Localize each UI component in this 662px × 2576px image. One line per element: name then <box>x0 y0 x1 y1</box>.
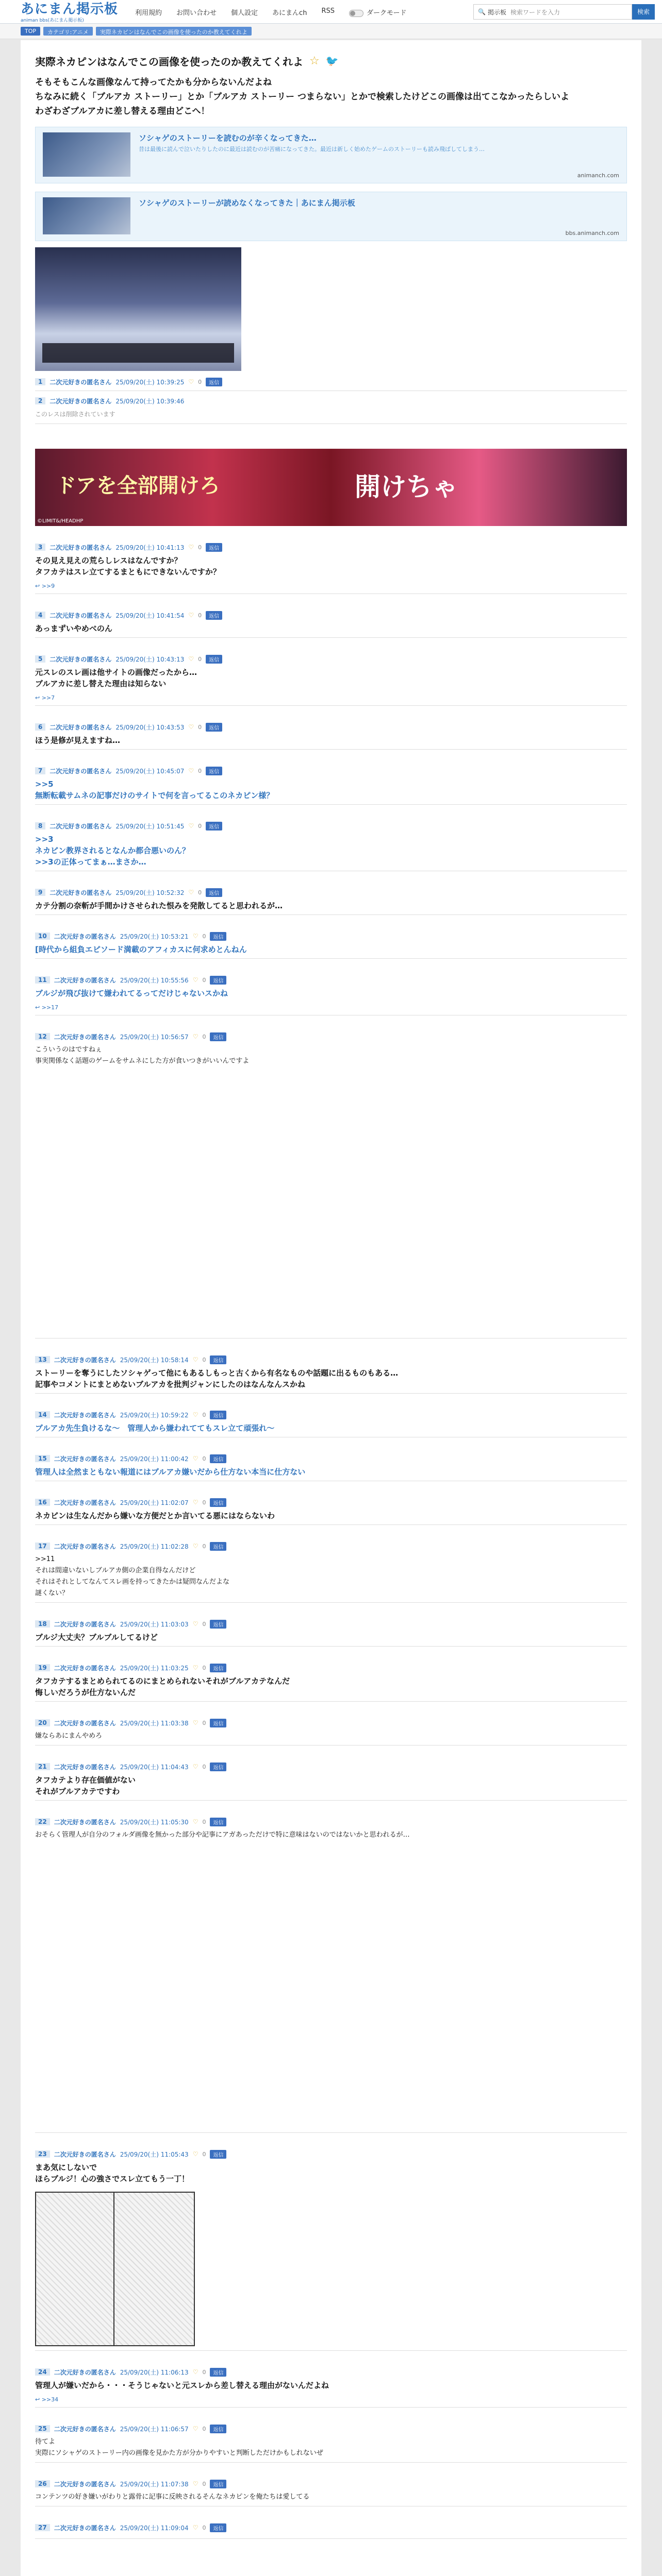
reply-button[interactable]: 返信 <box>210 1719 226 1727</box>
post-author: 二次元好きの匿名さん <box>49 822 112 830</box>
reply-button[interactable]: 返信 <box>210 1818 226 1826</box>
link-card-title[interactable]: ソシャゲのストーリーが読めなくなってきた｜あにまん掲示板 <box>139 198 355 208</box>
post-date: 25/09/20(土) 10:55:56 <box>120 976 189 984</box>
post-author: 二次元好きの匿名さん <box>49 655 112 663</box>
post-date: 25/09/20(土) 10:59:22 <box>120 1411 189 1419</box>
good-icon[interactable]: ♡ <box>192 1033 198 1040</box>
good-count: 0 <box>198 767 202 774</box>
post-date: 25/09/20(土) 11:02:07 <box>120 1499 189 1506</box>
reply-button[interactable]: 返信 <box>210 2425 226 2433</box>
post-number[interactable]: 22 <box>35 1818 50 1825</box>
post-body: その見え見えの荒らしレスはなんですか？ タフカテはスレ立てするまともにできないんですか？ <box>35 556 221 577</box>
post-body: 管理人は全然まともない報道にはブルアカ嫌いだから仕方ない本当に仕方ない <box>35 1467 306 1477</box>
post-number[interactable]: 1 <box>35 378 45 385</box>
post-author: 二次元好きの匿名さん <box>54 2150 116 2158</box>
post-date: 25/09/20(土) 10:53:21 <box>120 933 189 940</box>
twitter-share-icon[interactable]: 🐦 <box>325 55 339 67</box>
good-icon[interactable]: ♡ <box>192 933 198 940</box>
post <box>35 1717 627 1745</box>
post <box>35 930 627 959</box>
good-count: 0 <box>202 1411 206 1418</box>
post <box>35 1540 627 1603</box>
good-count: 0 <box>202 1818 206 1825</box>
search-box[interactable] <box>473 4 632 20</box>
good-icon[interactable]: ♡ <box>192 1719 198 1726</box>
post-number[interactable]: 10 <box>35 933 50 940</box>
ad-tag: ©LIMIT&/HEADHP <box>37 518 84 524</box>
good-icon[interactable]: ♡ <box>188 723 194 731</box>
reply-button[interactable]: 返信 <box>210 1762 226 1771</box>
post <box>35 1031 627 1338</box>
good-icon[interactable]: ♡ <box>192 2368 198 2376</box>
post <box>35 2478 627 2506</box>
post-author: 二次元好きの匿名さん <box>54 1033 116 1041</box>
favorite-star-icon[interactable]: ☆ <box>309 54 320 67</box>
post-number[interactable]: 4 <box>35 612 45 619</box>
post <box>35 395 627 424</box>
reply-button[interactable]: 返信 <box>206 611 222 620</box>
post-date: 25/09/20(土) 11:03:25 <box>120 1664 189 1672</box>
good-count: 0 <box>202 976 206 984</box>
post-image[interactable] <box>35 2192 195 2346</box>
search-icon: 🔍 <box>478 8 486 15</box>
post-author: 二次元好きの匿名さん <box>54 1620 116 1628</box>
link-card[interactable] <box>35 192 627 241</box>
toggle-switch-icon[interactable] <box>349 10 363 17</box>
breadcrumb-category[interactable]: カテゴリ:アニメ <box>43 27 93 36</box>
post-number[interactable]: 7 <box>35 767 45 774</box>
reply-link[interactable]: ↩ >>17 <box>35 1004 59 1011</box>
post-body: ほう是修が見えますね… <box>35 736 121 745</box>
good-count: 0 <box>198 378 202 385</box>
post-date: 25/09/20(土) 11:05:43 <box>120 2150 189 2158</box>
post-author: 二次元好きの匿名さん <box>49 544 112 551</box>
nav-rss[interactable]: RSS <box>321 7 335 15</box>
search-scope[interactable]: 掲示板 <box>487 8 506 16</box>
link-card-source: bbs.animanch.com <box>565 230 619 236</box>
good-icon[interactable]: ♡ <box>188 889 194 896</box>
reply-button[interactable]: 返信 <box>206 378 222 386</box>
post-number[interactable]: 24 <box>35 2368 50 2376</box>
reply-link[interactable]: ↩ >>9 <box>35 583 55 589</box>
dialog-box <box>42 343 234 363</box>
post-author: 二次元好きの匿名さん <box>54 1719 116 1727</box>
search-input[interactable]: 検索ワードを入力 <box>510 8 560 16</box>
post-body: コンテンツの好き嫌いがわりと露骨に記事に反映されるそんなネカピンを俺たちは愛してる <box>35 2493 310 2501</box>
link-card-thumbnail <box>43 132 130 177</box>
ad-banner[interactable] <box>35 449 627 526</box>
post-number[interactable]: 21 <box>35 1763 50 1770</box>
good-icon[interactable]: ♡ <box>188 655 194 663</box>
top-nav <box>135 7 406 17</box>
reply-button[interactable]: 返信 <box>210 932 226 941</box>
reply-button[interactable]: 返信 <box>206 543 222 552</box>
post-author: 二次元好きの匿名さん <box>54 2425 116 2433</box>
post <box>35 1497 627 1525</box>
good-count: 0 <box>202 2150 206 2158</box>
nav-settings[interactable]: 個人設定 <box>231 9 258 17</box>
post-number[interactable]: 16 <box>35 1499 50 1506</box>
reply-button[interactable]: 返信 <box>210 2150 226 2159</box>
post-date: 25/09/20(土) 11:03:38 <box>120 1719 189 1727</box>
thread-title: 実際ネカピンはなんでこの画像を使ったのか教えてくれよ <box>35 55 303 68</box>
post-date: 25/09/20(土) 10:45:07 <box>115 767 185 775</box>
link-card-source: animanch.com <box>577 172 619 179</box>
post-body: ネカピンは生なんだから嫌いな方便だとか言いてる悪にはならないわ <box>35 1511 275 1520</box>
thread-image[interactable] <box>35 247 241 371</box>
good-icon[interactable]: ♡ <box>192 2480 198 2487</box>
post <box>35 820 627 871</box>
post-author: 二次元好きの匿名さん <box>54 1411 116 1419</box>
link-card-desc: 昔は最後に読んで泣いたりしたのに最近は読むのが苦痛になってきた。最近は新しく始めたゲームのストーリーも読み飛ばしてしまう… <box>139 146 485 152</box>
post-body: 元スレのスレ画は他サイトの画像だったから… ブルアカに差し替えた理由は知らない <box>35 668 197 688</box>
good-count: 0 <box>202 2368 206 2376</box>
good-count: 0 <box>202 1356 206 1363</box>
post-date: 25/09/20(土) 10:39:46 <box>115 397 185 405</box>
post-author: 二次元好きの匿名さん <box>49 397 112 405</box>
post-date: 25/09/20(土) 11:06:13 <box>120 2368 189 2376</box>
post-body: こういうのはですねぇ 事実関係なく話題のゲームをサムネにした方が食いつきがいいんですよ <box>35 1046 250 1065</box>
post-author: 二次元好きの匿名さん <box>54 2480 116 2488</box>
post-date: 25/09/20(土) 10:43:13 <box>115 655 185 663</box>
post-number[interactable]: 12 <box>35 1033 50 1040</box>
site-logo[interactable]: あにまん掲示板 animan bbs(あにまん掲示板) <box>21 2 119 23</box>
post <box>35 2366 627 2408</box>
post <box>35 376 627 391</box>
post-date: 25/09/20(土) 10:39:25 <box>115 378 185 386</box>
good-count: 0 <box>202 1543 206 1550</box>
post <box>35 2423 627 2463</box>
good-icon[interactable]: ♡ <box>192 1620 198 1628</box>
post-date: 25/09/20(土) 11:07:38 <box>120 2480 189 2488</box>
good-icon[interactable]: ♡ <box>192 1664 198 1671</box>
post-number[interactable]: 25 <box>35 2425 50 2432</box>
post-number[interactable]: 5 <box>35 655 45 663</box>
breadcrumb-thread[interactable]: 実際ネカピンはなんでこの画像を使ったのか教えてくれよ <box>96 27 252 36</box>
good-count: 0 <box>198 655 202 663</box>
dark-mode-toggle[interactable]: ダークモード <box>349 7 406 17</box>
post-body: ブルジ大丈夫？ブルブルしてるけど <box>35 1633 158 1642</box>
post-number[interactable]: 2 <box>35 397 45 404</box>
post-number[interactable]: 9 <box>35 889 45 896</box>
post <box>35 721 627 750</box>
post-number[interactable]: 27 <box>35 2524 50 2531</box>
post-number[interactable]: 6 <box>35 723 45 731</box>
blank-space <box>35 1844 627 2132</box>
good-icon[interactable]: ♡ <box>188 822 194 829</box>
post <box>35 653 627 706</box>
good-count: 0 <box>202 1499 206 1506</box>
post-author: 二次元好きの匿名さん <box>54 976 116 984</box>
post-date: 25/09/20(土) 10:52:32 <box>115 889 185 896</box>
post-body: 待てよ 実際にソシャゲのストーリー内の画像を見かた方が分かりやすいと判断しただけかもしれないぜ <box>35 2438 323 2457</box>
good-count: 0 <box>202 933 206 940</box>
reply-link[interactable]: ↩ >>7 <box>35 694 55 701</box>
post <box>35 2522 627 2539</box>
reply-button[interactable]: 返信 <box>210 2523 226 2532</box>
post-date: 25/09/20(土) 11:00:42 <box>120 1455 189 1463</box>
post <box>35 1662 627 1702</box>
post-date: 25/09/20(土) 11:09:04 <box>120 2524 189 2532</box>
link-card-thumbnail <box>43 197 130 234</box>
post-author: 二次元好きの匿名さん <box>49 889 112 896</box>
link-card-title[interactable]: ソシャゲのストーリーを読むのが辛くなってきた… <box>139 133 317 143</box>
reply-button[interactable]: 返信 <box>206 723 222 732</box>
post-date: 25/09/20(土) 10:41:13 <box>115 544 185 551</box>
post-author: 二次元好きの匿名さん <box>54 1455 116 1463</box>
post-number[interactable]: 14 <box>35 1411 50 1418</box>
post-author: 二次元好きの匿名さん <box>54 1664 116 1672</box>
post-body: 嫌ならあにまんやめろ <box>35 1732 103 1740</box>
post-date: 25/09/20(土) 10:58:14 <box>120 1356 189 1364</box>
post <box>35 887 627 915</box>
good-count: 0 <box>202 2524 206 2531</box>
breadcrumb <box>0 24 662 39</box>
post-date: 25/09/20(土) 10:43:53 <box>115 723 185 731</box>
breadcrumb-top[interactable]: TOP <box>21 27 40 36</box>
reply-link[interactable]: ↩ >>34 <box>35 2396 59 2403</box>
post <box>35 765 627 805</box>
post-body: あっまずいやめべのん <box>35 624 112 633</box>
reply-button[interactable]: 返信 <box>210 1664 226 1672</box>
blank-space <box>35 1070 627 1338</box>
site-header <box>0 0 662 24</box>
thread-container <box>21 40 641 2576</box>
post-date: 25/09/20(土) 10:56:57 <box>120 1033 189 1041</box>
post-number[interactable]: 8 <box>35 822 45 829</box>
post-body: まあ気にしないで ほらブルジ！心の強さでスレ立てもう一丁！ <box>35 2163 190 2183</box>
post-number[interactable]: 15 <box>35 1455 50 1462</box>
reply-button[interactable]: 返信 <box>210 1032 226 1041</box>
post-author: 二次元好きの匿名さん <box>49 612 112 619</box>
post-author: 二次元好きの匿名さん <box>54 2524 116 2532</box>
thread-intro: そもそもこんな画像なんて持ってたかも分からないんだよね ちなみに続く「ブルアカ ストーリー」とか「ブルアカ ストーリー つまらない」とかで検索したけどこの画像は出てこなかったらしいよ わざわざブルアカに差し替える理由どこへ！ <box>35 77 570 116</box>
post <box>35 1354 627 1394</box>
post-body: タフカテするまとめられてるのにまとめられないそれがブルアカテなんだ 悔しいだろうが仕方ないんだ <box>35 1676 290 1697</box>
reply-button[interactable]: 返信 <box>210 976 226 985</box>
post <box>35 1618 627 1647</box>
post <box>35 1816 627 2133</box>
post-body: >>5 無断転載サムネの記事だけのサイトで何を言ってるこのネカピン様？ <box>35 779 274 800</box>
post-number[interactable]: 19 <box>35 1664 50 1671</box>
post-author: 二次元好きの匿名さん <box>49 723 112 731</box>
nav-terms[interactable]: 利用規約 <box>135 9 162 17</box>
post-number[interactable]: 11 <box>35 976 50 984</box>
good-icon[interactable]: ♡ <box>188 612 194 619</box>
reply-button[interactable]: 返信 <box>210 1542 226 1551</box>
reply-button[interactable]: 返信 <box>206 767 222 775</box>
reply-button[interactable]: 返信 <box>206 655 222 664</box>
post-body: >>3 ネカピン教界されるとなんか都合悪いのん？ >>3の正体ってまぁ…まさか… <box>35 835 190 867</box>
good-icon[interactable]: ♡ <box>188 378 194 385</box>
post-author: 二次元好きの匿名さん <box>54 2368 116 2376</box>
good-icon[interactable]: ♡ <box>188 767 194 774</box>
good-count: 0 <box>198 612 202 619</box>
deleted-message: このレスは削除されています <box>35 411 115 418</box>
post-number[interactable]: 23 <box>35 2150 50 2158</box>
post-body: >>11 それは間違いないしブルアカ側の企業自得なんだけど それはそれとしてなんてスレ画を持ってきたかは疑問なんだよな 謎くない？ <box>35 1555 230 1597</box>
good-count: 0 <box>198 544 202 551</box>
good-count: 0 <box>198 889 202 896</box>
post-body: カテ分割の奈斬が手間かけさせられた恨みを発散してると思われるが… <box>35 901 283 910</box>
post-body: おそらく管理人が自分のフォルダ画像を無かった部分や記事にアガあっただけで特に意味はないのではないかと思われるが… <box>35 1831 410 1839</box>
post-date: 25/09/20(土) 11:02:28 <box>120 1543 189 1550</box>
ad-text: ドアを全部開けろ <box>56 474 220 498</box>
post-list <box>35 541 627 2539</box>
reply-button[interactable]: 返信 <box>210 1620 226 1629</box>
good-count: 0 <box>202 2480 206 2487</box>
post-date: 25/09/20(土) 11:03:03 <box>120 1620 189 1628</box>
good-icon[interactable]: ♡ <box>192 1543 198 1550</box>
post-author: 二次元好きの匿名さん <box>49 767 112 775</box>
post-author: 二次元好きの匿名さん <box>54 1818 116 1826</box>
reply-button[interactable]: 返信 <box>210 2480 226 2488</box>
reply-button[interactable]: 返信 <box>210 1454 226 1463</box>
post-body: ブルアカ先生負けるな〜 管理人から嫌われててもスレ立て頑張れ〜 <box>35 1423 275 1433</box>
link-card[interactable] <box>35 127 627 183</box>
reply-button[interactable]: 返信 <box>206 822 222 831</box>
post-number[interactable]: 18 <box>35 1620 50 1628</box>
post-body <box>35 2533 627 2538</box>
post-number[interactable]: 26 <box>35 2480 50 2487</box>
post-author: 二次元好きの匿名さん <box>54 1356 116 1364</box>
good-icon[interactable]: ♡ <box>192 1763 198 1770</box>
post <box>35 974 627 1015</box>
post-date: 25/09/20(土) 10:41:54 <box>115 612 185 619</box>
post <box>35 2148 627 2351</box>
reply-button[interactable]: 返信 <box>210 1355 226 1364</box>
good-icon[interactable]: ♡ <box>192 1356 198 1363</box>
post-body: 管理人が嫌いだから・・・そうじゃないと元スレから差し替える理由がないんだよね <box>35 2381 329 2390</box>
post-body: タフカテより存在価値がない それがブルアカテですわ <box>35 1775 136 1796</box>
post-body: ストーリーを奪うにしたソシャゲって他にもあるしもっと古くから有名なものや話題に出るものもある… 記事やコメントにまとめないブルアカを批判ジャンにしたのはなんなんスかね <box>35 1368 399 1389</box>
post-date: 25/09/20(土) 11:06:57 <box>120 2425 189 2433</box>
post <box>35 1761 627 1801</box>
post-number[interactable]: 13 <box>35 1356 50 1363</box>
good-icon[interactable]: ♡ <box>188 544 194 551</box>
nav-animanch[interactable]: あにまんch <box>272 9 307 17</box>
post-author: 二次元好きの匿名さん <box>54 1499 116 1506</box>
reply-button[interactable]: 返信 <box>206 888 222 897</box>
post-author: 二次元好きの匿名さん <box>49 378 112 386</box>
post-date: 25/09/20(土) 11:04:43 <box>120 1763 189 1771</box>
good-icon[interactable]: ♡ <box>192 2150 198 2158</box>
good-icon[interactable]: ♡ <box>192 976 198 984</box>
reply-button[interactable]: 返信 <box>210 1411 226 1419</box>
good-icon[interactable]: ♡ <box>192 2524 198 2531</box>
post-number[interactable]: 3 <box>35 544 45 551</box>
good-count: 0 <box>198 723 202 731</box>
good-count: 0 <box>202 1763 206 1770</box>
search-button[interactable]: 検索 <box>632 4 655 20</box>
post-body: [時代から組負エピソード満載のアフィカスに何求めとんねん <box>35 945 247 954</box>
post <box>35 1409 627 1437</box>
good-icon[interactable]: ♡ <box>192 1411 198 1418</box>
reply-button[interactable]: 返信 <box>210 2368 226 2377</box>
good-count: 0 <box>202 1664 206 1671</box>
post <box>35 1453 627 1481</box>
reply-button[interactable]: 返信 <box>210 1498 226 1507</box>
good-count: 0 <box>202 1455 206 1462</box>
post <box>35 541 627 594</box>
good-count: 0 <box>202 1033 206 1040</box>
post-author: 二次元好きの匿名さん <box>54 1763 116 1771</box>
good-icon[interactable]: ♡ <box>192 1455 198 1462</box>
post-author: 二次元好きの匿名さん <box>54 1543 116 1550</box>
post-date: 25/09/20(土) 11:05:30 <box>120 1818 189 1826</box>
post-number[interactable]: 17 <box>35 1543 50 1550</box>
post <box>35 609 627 638</box>
post-body: ブルジが飛び抜けて嫌われてるってだけじゃないスかね <box>35 989 228 998</box>
good-icon[interactable]: ♡ <box>192 1499 198 1506</box>
good-count: 0 <box>202 1620 206 1628</box>
post-number[interactable]: 20 <box>35 1719 50 1726</box>
ad-text-2: 開けちゃ <box>355 472 458 502</box>
good-icon[interactable]: ♡ <box>192 2425 198 2432</box>
nav-contact[interactable]: お問い合わせ <box>176 9 217 17</box>
post-date: 25/09/20(土) 10:51:45 <box>115 822 185 830</box>
good-count: 0 <box>202 2425 206 2432</box>
good-count: 0 <box>202 1719 206 1726</box>
good-count: 0 <box>198 822 202 829</box>
post-author: 二次元好きの匿名さん <box>54 933 116 940</box>
good-icon[interactable]: ♡ <box>192 1818 198 1825</box>
